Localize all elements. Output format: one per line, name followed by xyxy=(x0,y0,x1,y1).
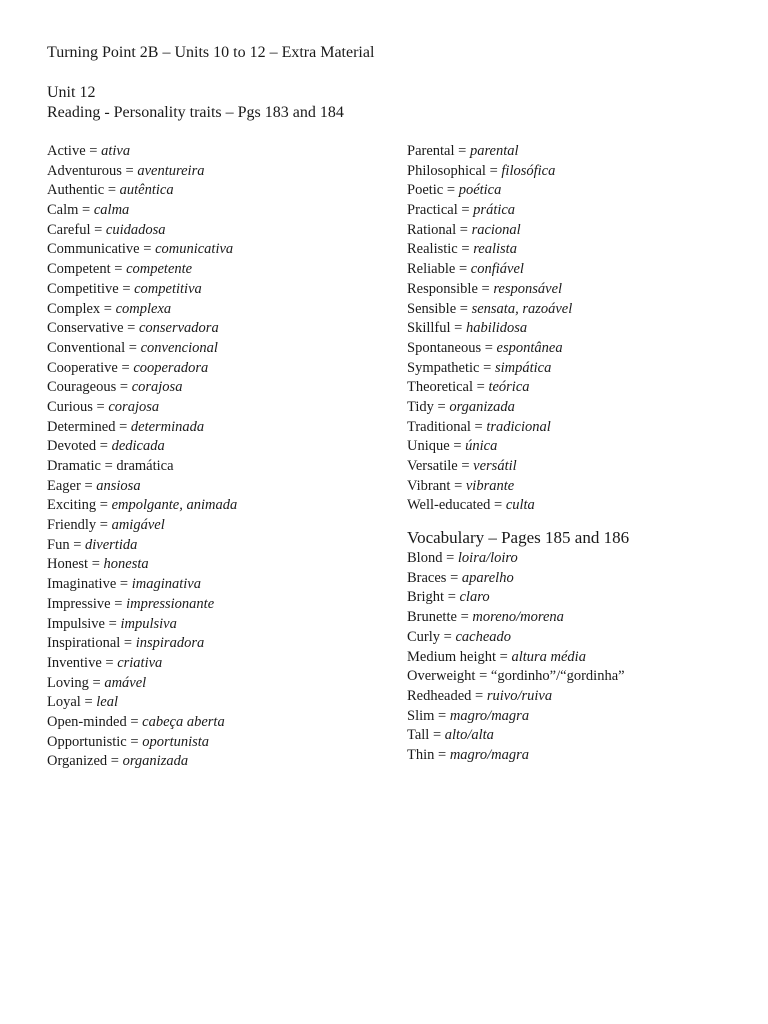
equals-sign: = xyxy=(96,497,112,514)
entry-term: Sensible xyxy=(407,300,457,317)
equals-sign: = xyxy=(126,733,143,750)
vocabulary-entry xyxy=(407,398,747,418)
entry-term: Rational xyxy=(407,221,457,238)
entry-translation: simpática xyxy=(494,359,552,376)
entry-term: Skillful xyxy=(407,320,451,337)
entry-term: Blond xyxy=(407,550,443,567)
entry-translation: ativa xyxy=(101,143,131,159)
vocabulary-entry xyxy=(407,221,747,241)
vocabulary-entry xyxy=(47,359,377,379)
vocabulary-entry xyxy=(47,733,377,753)
vocabulary-entry xyxy=(47,260,377,280)
equals-sign: = xyxy=(470,418,487,435)
document-title: Turning Point 2B – Units 10 to 12 – Extra Material xyxy=(47,44,375,61)
entry-translation: competitiva xyxy=(134,280,202,297)
entry-term: Braces xyxy=(407,569,447,586)
entry-translation: poética xyxy=(458,182,502,199)
vocabulary-entry xyxy=(407,201,747,221)
vocabulary-entry xyxy=(407,569,747,589)
entry-term: Tidy xyxy=(407,398,434,415)
entry-term: Curly xyxy=(407,628,441,645)
vocabulary-entry xyxy=(407,477,747,497)
vocabulary-entry xyxy=(47,300,377,320)
entry-translation: organizada xyxy=(122,753,189,770)
entry-translation: ruivo/ruiva xyxy=(486,687,553,704)
vocabulary-entry xyxy=(47,752,377,772)
entry-term: Reliable xyxy=(407,261,456,278)
entry-translation: complexa xyxy=(115,300,172,317)
vocabulary-entry xyxy=(47,378,377,398)
entry-translation: imaginativa xyxy=(131,576,201,593)
vocabulary-entry xyxy=(407,707,747,727)
vocabulary-entry xyxy=(407,162,747,182)
entry-term: Redheaded xyxy=(407,687,472,704)
equals-sign: = xyxy=(90,221,106,238)
entry-translation: habilidosa xyxy=(465,320,528,337)
entry-translation: calma xyxy=(93,202,130,219)
equals-sign: = xyxy=(118,280,135,297)
entry-translation: divertida xyxy=(85,536,138,553)
entry-term: Medium height xyxy=(407,648,500,665)
unit-heading xyxy=(47,83,344,123)
entry-translation: magro/magra xyxy=(449,707,530,724)
entry-translation: amigável xyxy=(111,517,165,534)
equals-sign: = xyxy=(479,359,495,376)
entry-term: Poetic xyxy=(407,182,444,199)
entry-term: Impressive xyxy=(47,595,111,612)
entry-term: Curious xyxy=(47,398,93,415)
entry-term: Imaginative xyxy=(47,576,117,593)
left-word-list xyxy=(47,142,377,772)
entry-translation: organizada xyxy=(449,398,515,415)
entry-translation: corajosa xyxy=(108,398,160,415)
vocabulary-entry xyxy=(47,634,377,654)
vocabulary-entry xyxy=(47,201,377,221)
vocabulary-entry xyxy=(47,654,377,674)
vocabulary-entry xyxy=(47,575,377,595)
vocabulary-entry xyxy=(407,240,747,260)
vocabulary-entry xyxy=(47,240,377,260)
equals-sign: = xyxy=(471,687,487,704)
equals-sign: = xyxy=(456,609,473,626)
equals-sign: = xyxy=(457,241,474,258)
vocabulary-entry xyxy=(407,437,747,457)
entry-term: Practical xyxy=(407,202,458,219)
equals-sign: = xyxy=(446,569,462,586)
entry-term: Theoretical xyxy=(407,379,474,396)
entry-term: Open-minded xyxy=(47,713,127,730)
entry-term: Parental xyxy=(407,143,455,159)
entry-translation: tradicional xyxy=(486,418,551,435)
entry-translation: loira/loiro xyxy=(457,550,518,567)
entry-term: Thin xyxy=(407,746,435,763)
entry-translation: teórica xyxy=(488,379,530,396)
vocabulary-entry xyxy=(47,437,377,457)
equals-sign: = xyxy=(110,595,127,612)
entry-term: Communicative xyxy=(47,241,140,258)
entry-term: Cooperative xyxy=(47,359,118,376)
vocabulary-entry xyxy=(47,398,377,418)
entry-term: Determined xyxy=(47,418,116,435)
vocabulary-entry xyxy=(407,549,747,569)
equals-sign: = xyxy=(120,635,136,652)
equals-sign: = xyxy=(457,458,474,474)
entry-translation: magro/magra xyxy=(449,746,530,763)
equals-sign: = xyxy=(88,556,104,573)
vocabulary-entry xyxy=(407,726,747,746)
equals-sign: = xyxy=(105,615,121,632)
vocabulary-entry xyxy=(407,496,747,516)
equals-sign: = xyxy=(490,497,506,514)
equals-sign: = xyxy=(123,320,139,337)
entry-term: Impulsive xyxy=(47,615,105,632)
equals-sign: = xyxy=(433,398,450,415)
vocabulary-entry xyxy=(407,339,747,359)
equals-sign: = xyxy=(125,339,141,356)
equals-sign: = xyxy=(107,753,123,770)
equals-sign: = xyxy=(449,438,466,455)
entry-translation: responsável xyxy=(493,280,563,297)
entry-term: Organized xyxy=(47,753,108,770)
equals-sign: = xyxy=(92,398,109,415)
equals-sign: = xyxy=(450,320,466,337)
equals-sign: = xyxy=(485,162,502,179)
entry-translation: convencional xyxy=(140,339,218,356)
vocabulary-entry xyxy=(407,667,747,687)
vocabulary-entry xyxy=(407,648,747,668)
vocabulary-entry xyxy=(407,628,747,648)
entry-translation: impulsiva xyxy=(120,615,177,632)
entry-translation: vibrante xyxy=(465,477,515,494)
entry-term: Courageous xyxy=(47,379,117,396)
entry-term: Spontaneous xyxy=(407,339,482,356)
entry-translation: aventureira xyxy=(137,162,205,179)
entry-translation: amável xyxy=(104,674,147,691)
entry-term: Fun xyxy=(47,536,70,553)
equals-sign: = xyxy=(429,727,445,744)
entry-translation: empolgante, animada xyxy=(111,497,238,514)
vocabulary-entry xyxy=(47,319,377,339)
entry-translation: dramática xyxy=(116,458,174,474)
equals-sign: = xyxy=(80,694,97,711)
entry-translation: cacheado xyxy=(455,628,512,645)
entry-translation: claro xyxy=(459,589,490,606)
vocabulary-entry xyxy=(47,280,377,300)
entry-term: Realistic xyxy=(407,241,458,258)
entry-term: Careful xyxy=(47,221,91,238)
entry-translation: confiável xyxy=(470,261,524,278)
equals-sign: = xyxy=(456,300,472,317)
vocabulary-entry xyxy=(47,674,377,694)
entry-translation: única xyxy=(465,438,498,455)
entry-translation: ansiosa xyxy=(96,477,141,494)
entry-term: Devoted xyxy=(47,438,97,455)
entry-term: Competent xyxy=(47,261,111,278)
equals-sign: = xyxy=(475,668,491,685)
entry-term: Traditional xyxy=(407,418,471,435)
entry-term: Exciting xyxy=(47,497,97,514)
entry-translation: espontânea xyxy=(496,339,563,356)
vocabulary-entry xyxy=(407,378,747,398)
entry-term: Honest xyxy=(47,556,89,573)
entry-translation: cooperadora xyxy=(133,359,209,376)
equals-sign: = xyxy=(443,182,459,199)
equals-sign: = xyxy=(100,300,116,317)
entry-translation: culta xyxy=(505,497,535,514)
vocabulary-entry xyxy=(407,181,747,201)
equals-sign: = xyxy=(110,261,127,278)
vocabulary-entry xyxy=(47,516,377,536)
entry-translation: moreno/morena xyxy=(472,609,564,626)
equals-sign: = xyxy=(115,418,131,435)
vocabulary-entry xyxy=(407,746,747,766)
equals-sign: = xyxy=(85,143,102,159)
equals-sign: = xyxy=(455,261,471,278)
entry-translation: prática xyxy=(473,202,516,219)
equals-sign: = xyxy=(477,280,494,297)
equals-sign: = xyxy=(96,438,112,455)
vocabulary-entry xyxy=(47,221,377,241)
entry-translation: racional xyxy=(471,221,521,238)
vocabulary-entry xyxy=(47,693,377,713)
equals-sign: = xyxy=(454,143,470,159)
entry-term: Calm xyxy=(47,202,79,219)
entry-translation: parental xyxy=(469,143,519,159)
equals-sign: = xyxy=(444,589,460,606)
vocabulary-entry xyxy=(47,477,377,497)
entry-translation: competente xyxy=(126,261,193,278)
equals-sign: = xyxy=(126,713,143,730)
equals-sign: = xyxy=(481,339,497,356)
vocabulary-entry xyxy=(47,615,377,635)
equals-sign: = xyxy=(121,162,138,179)
entry-translation: filosófica xyxy=(501,162,556,179)
entry-term: Brunette xyxy=(407,609,457,626)
equals-sign: = xyxy=(88,674,105,691)
entry-translation: honesta xyxy=(103,556,149,573)
vocabulary-entry xyxy=(47,457,377,477)
equals-sign: = xyxy=(440,628,456,645)
vocabulary-entry xyxy=(47,536,377,556)
entry-translation: criativa xyxy=(117,654,163,671)
entry-term: Responsible xyxy=(407,280,478,297)
equals-sign: = xyxy=(116,379,132,396)
entry-translation: autêntica xyxy=(119,182,174,199)
entry-term: Bright xyxy=(407,589,445,606)
vocabulary-entry xyxy=(407,142,747,162)
equals-sign: = xyxy=(78,202,94,219)
entry-term: Conservative xyxy=(47,320,124,337)
equals-sign: = xyxy=(80,477,97,494)
entry-term: Loyal xyxy=(47,694,81,711)
entry-translation: inspiradora xyxy=(135,635,205,652)
vocabulary-entry xyxy=(407,457,747,477)
vocabulary-entry xyxy=(47,181,377,201)
entry-translation: alto/alta xyxy=(444,727,494,744)
entry-term: Opportunistic xyxy=(47,733,127,750)
entry-translation: dedicada xyxy=(111,438,165,455)
entry-term: Slim xyxy=(407,707,435,724)
vocabulary-entry xyxy=(407,260,747,280)
equals-sign: = xyxy=(434,746,450,763)
entry-term: Active xyxy=(47,143,86,159)
entry-term: Sympathetic xyxy=(407,359,480,376)
equals-sign: = xyxy=(450,477,466,494)
right-traits-list xyxy=(407,142,747,516)
equals-sign: = xyxy=(117,359,134,376)
equals-sign: = xyxy=(116,576,132,593)
equals-sign: = xyxy=(442,550,458,567)
entry-term: Eager xyxy=(47,477,81,494)
vocabulary-entry xyxy=(47,496,377,516)
entry-term: Dramatic xyxy=(47,458,101,474)
entry-term: Adventurous xyxy=(47,162,122,179)
entry-term: Competitive xyxy=(47,280,119,297)
vocabulary-entry xyxy=(407,359,747,379)
entry-translation: versátil xyxy=(473,458,517,474)
entry-translation: leal xyxy=(96,694,119,711)
entry-translation: cabeça aberta xyxy=(142,713,225,730)
entry-term: Loving xyxy=(47,674,89,691)
equals-sign: = xyxy=(499,648,512,665)
equals-sign: = xyxy=(456,221,472,238)
entry-term: Authentic xyxy=(47,182,105,199)
vocabulary-entry xyxy=(407,319,747,339)
entry-translation: sensata, razoável xyxy=(471,300,573,317)
vocabulary-entry xyxy=(47,555,377,575)
equals-sign: = xyxy=(100,458,117,474)
entry-translation: determinada xyxy=(130,418,205,435)
entry-term: Conventional xyxy=(47,339,126,356)
entry-translation: cuidadosa xyxy=(105,221,166,238)
vocabulary-entry xyxy=(47,162,377,182)
equals-sign: = xyxy=(434,707,450,724)
entry-translation: conservadora xyxy=(138,320,219,337)
entry-term: Tall xyxy=(407,727,430,744)
equals-sign: = xyxy=(101,654,118,671)
reading-heading: Reading - Personality traits – Pgs 183 and 184 xyxy=(47,104,344,121)
equals-sign: = xyxy=(139,241,156,258)
vocabulary-entry xyxy=(47,418,377,438)
equals-sign: = xyxy=(104,182,120,199)
vocabulary-entry xyxy=(407,687,747,707)
right-word-list xyxy=(407,142,747,766)
entry-term: Philosophical xyxy=(407,162,486,179)
vocabulary-entry xyxy=(407,608,747,628)
entry-term: Inspirational xyxy=(47,635,121,652)
entry-translation: comunicativa xyxy=(155,241,234,258)
equals-sign: = xyxy=(96,517,112,534)
equals-sign: = xyxy=(69,536,86,553)
entry-term: Complex xyxy=(47,300,101,317)
entry-term: Unique xyxy=(407,438,450,455)
entry-term: Overweight xyxy=(407,668,476,685)
entry-translation: impressionante xyxy=(126,595,215,612)
vocabulary-entry xyxy=(47,713,377,733)
entry-term: Vibrant xyxy=(407,477,451,494)
entry-translation: altura média xyxy=(511,648,586,665)
vocabulary-entry xyxy=(407,418,747,438)
vocabulary-entry xyxy=(407,300,747,320)
equals-sign: = xyxy=(473,379,489,396)
vocabulary-heading: Vocabulary – Pages 185 and 186 xyxy=(407,528,630,548)
vocabulary-entry xyxy=(407,280,747,300)
entry-term: Versatile xyxy=(407,458,458,474)
entry-translation: corajosa xyxy=(131,379,183,396)
entry-translation: aparelho xyxy=(461,569,514,586)
entry-translation: oportunista xyxy=(142,733,210,750)
entry-translation: “gordinho”/“gordinha” xyxy=(490,668,625,685)
entry-translation: realista xyxy=(473,241,517,258)
vocabulary-entry xyxy=(47,339,377,359)
entry-term: Inventive xyxy=(47,654,102,671)
entry-term: Well-educated xyxy=(407,497,491,514)
vocabulary-entry xyxy=(47,142,377,162)
entry-term: Friendly xyxy=(47,517,97,534)
vocabulary-list xyxy=(407,549,747,766)
equals-sign: = xyxy=(457,202,474,219)
vocabulary-entry xyxy=(47,595,377,615)
vocabulary-entry xyxy=(407,588,747,608)
unit-label: Unit 12 xyxy=(47,84,96,101)
